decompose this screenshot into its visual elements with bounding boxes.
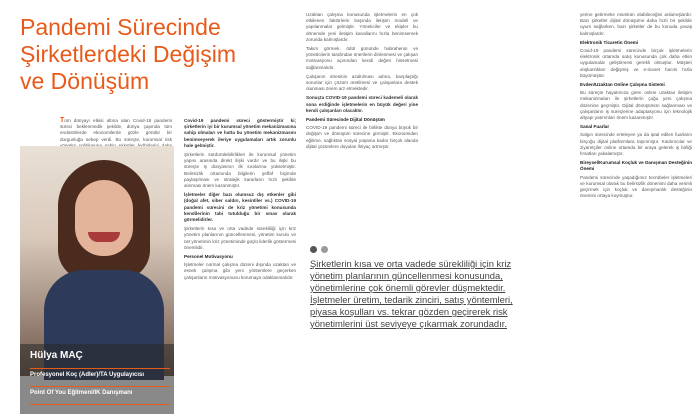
col4-heading: Elektronik Ticaretin Önemi	[580, 39, 639, 45]
col3-paragraph: COVID-19 pandemi süreci ile birlikte dünya büyük bir değişim ve dönüşüm sürecine girmiştir. Ekonomiden eğitime, sağlıktan sosyal yaşama kadar birçok alanda dijital çözümlere duyulan ihtiyaç artmıştır.	[306, 125, 418, 149]
author-title-1: Profesyonel Koç (Adler)/TA Uygulayıcısı	[30, 372, 145, 378]
title-line-3: ve Dönüşüm	[20, 68, 150, 94]
title-line-2: Şirketlerdeki Değişim	[20, 41, 237, 67]
author-name: Hülya MAÇ	[30, 350, 83, 361]
col2-paragraph: İşletmeler normal çalışma düzeni dışında uzaktan ve esnek çalışma gibi yeni yöntemlere geçerken çalışanların motivasyonunu korumaya odaklanmalıdır.	[184, 262, 296, 280]
article-column-2	[184, 118, 296, 414]
author-caption	[20, 344, 174, 414]
col3-paragraph: Uzaktan çalışma konusunda işletmelerin en çok etkilenen faktörlerin başında iletişim modeli ve yapılanmalar gelmiştir. Yöneticiler ve ekipler bu dönemde yeni iletişim kanallarını hızla benimsemek zorunda kalmışlardır.	[306, 12, 418, 42]
quote-dots	[310, 246, 328, 253]
col2-paragraph: Şirketlerin kısa ve orta vadede sürekliliği için kriz yönetim planlarının güncellenmesi, yönetim kurulu ve üst yönetimin kriz yönetiminde güçlü liderlik göstermesi önemlidir.	[184, 226, 296, 250]
col4-heading: Evden/Uzaktan Online Çalışma Sistemi	[580, 82, 665, 88]
article-column-4	[580, 12, 692, 414]
dot-icon	[310, 246, 317, 253]
article-title	[20, 14, 300, 95]
col4-paragraph: Covid-19 pandemi sürecinde birçok işletmelerin elektronik ortamda satış konusunda çok daha etkin uygulamalar geliştirmesi gerekli olmuştur. Müşteri alışkanlıkları değişmiş ve e-ticaret hacmi hızla büyümüştür.	[580, 48, 692, 78]
col4-paragraph: Bu süreçte hayatımıza giren online uzaktan iletişim mekanizmaları ile şirketlerin çoğu yeni çalışma düzenine geçmiştir. Dijital dönüşümün sağlanması ve çalışanların iş süreçlerine adaptasyonu için teknolojik altyapı yatırımları önem kazanmıştır.	[580, 90, 692, 121]
article-column-3	[306, 12, 418, 238]
col3-paragraph: Takım görmek, ödül gününde habrahenin ve yöneticilerin tarafından önerilerin dinlenmesi ve çalışan motivasyonu açısından kendi değeri hissetmesi sağlanmalıdır.	[306, 46, 418, 70]
col4-paragraph: yerine getirmeke mümkün olabileceğini anlamışlardır. Bazı şirketler dijital dönüşüme daha hızlı bir şekilde uyum sağlarken, bazı şirketler de bu konuda yavaş kalmışlardır.	[580, 12, 692, 36]
col2-heading: Personel Motivasyonu	[184, 254, 233, 260]
caption-divider	[30, 386, 170, 387]
caption-divider	[30, 368, 170, 369]
author-title-2: Point Of You Eğitmeni/IK Danışmanı	[30, 390, 133, 396]
col3-paragraph: Çalışanın stresinin azaltılması adına, karşılaştığı sorunlar için çözüm üretilmesi ve çalışanlara destek olunması önem arz etmektedir.	[306, 73, 418, 92]
col4-paragraph: Salgın sürecinde erteleyen ya da iptal edilen fuarların birçoğu dijital platformlara taşınmıştır. Katılımcılar ve ziyaretçiler online ortamda bir araya gelerek iş birliği fırsatları yakalamıştır.	[580, 132, 692, 157]
col3-heading: Pandemi Sürecinde Dijital Dönüşüm	[306, 117, 385, 123]
intro-text: üm dünyayı etkisi altına alan Covid-19 pandemi süreci beklenmedik şekilde, dünya çapında tüm endüstrilerde ekonomilerde gözle görülür bir durgunluğa sebep verdi. Bu süreçte, kurumsal risk	[60, 118, 172, 142]
title-line-1: Pandemi Sürecinde	[20, 14, 221, 40]
col2-paragraph: Şirketlerin sürdürülebilirlikleri ile kurumsal yönetim yapısı arasında direkt ilişki vardır ve bu ilişki bu süreçte iş dünyasının ilk sıralarına yükselmiştir. Belirsizlik ortamında bilgilerin şeffaf biçimde paylaşılması ve stratejik kararların hızlı şekilde alınması önem kazanmıştır.	[184, 152, 296, 189]
pull-quote: Şirketlerin kısa ve orta vadede sürekliliği için kriz yönetim planlarının güncellenmesi konusunda, yönetimlerine çok önemli görevler düşmektedir. İşletmeler üretim, tedarik zinciri, satış yöntemleri, piyasa koşulları vs. tekrar gözden geçirerek risk yönetimlerini üst seviyeye çıkarmak zorundadır.	[310, 258, 513, 329]
author-photo	[20, 146, 174, 376]
col2-paragraph: Covid-19 pandemi süreci göstermiştir ki; şirketlerin iyi bir kurumsal yönetim mekanizmasına sahip olmaları ve hatta bu yönetim mekanizmasını benimseyerek ileriye uygulamaları artık zorunlu hale gelmiştir.	[184, 118, 296, 148]
col4-heading: Bireysel/Kurumsal Koçluk ve Danışman Desteğinin Önemi	[580, 160, 692, 172]
caption-divider	[30, 404, 170, 405]
col4-heading: Sanal Fuarlar	[580, 124, 610, 130]
drop-cap: T	[60, 117, 65, 124]
col3-highlight: Sonuçta COVID-19 pandemi süreci kademeli olarak sona erdiğinde işletmelerin en büyük değeri yine kendi çalışanları olacaktır.	[306, 95, 418, 113]
col4-paragraph: Pandemi sürecinde yaşadığımız tecrübeler işletmeleri ve kurumsal olarak bu belirsizlik dönemini daha verimli geçirmek için koçluk ve danışmanlık desteğinin önemini ortaya koymuştur.	[580, 174, 692, 199]
col2-highlight: İşletmeler diğer bazı olumsuz dış etkenler gibi (doğal afet, siber saldırı, kesintiler vs.) COVID-19 pandemi sürecini de kriz yönetimi konusunda kendilerinin tabi tutulduğu bir sınav olarak görmelidirler.	[184, 192, 296, 223]
dot-icon	[321, 246, 328, 253]
